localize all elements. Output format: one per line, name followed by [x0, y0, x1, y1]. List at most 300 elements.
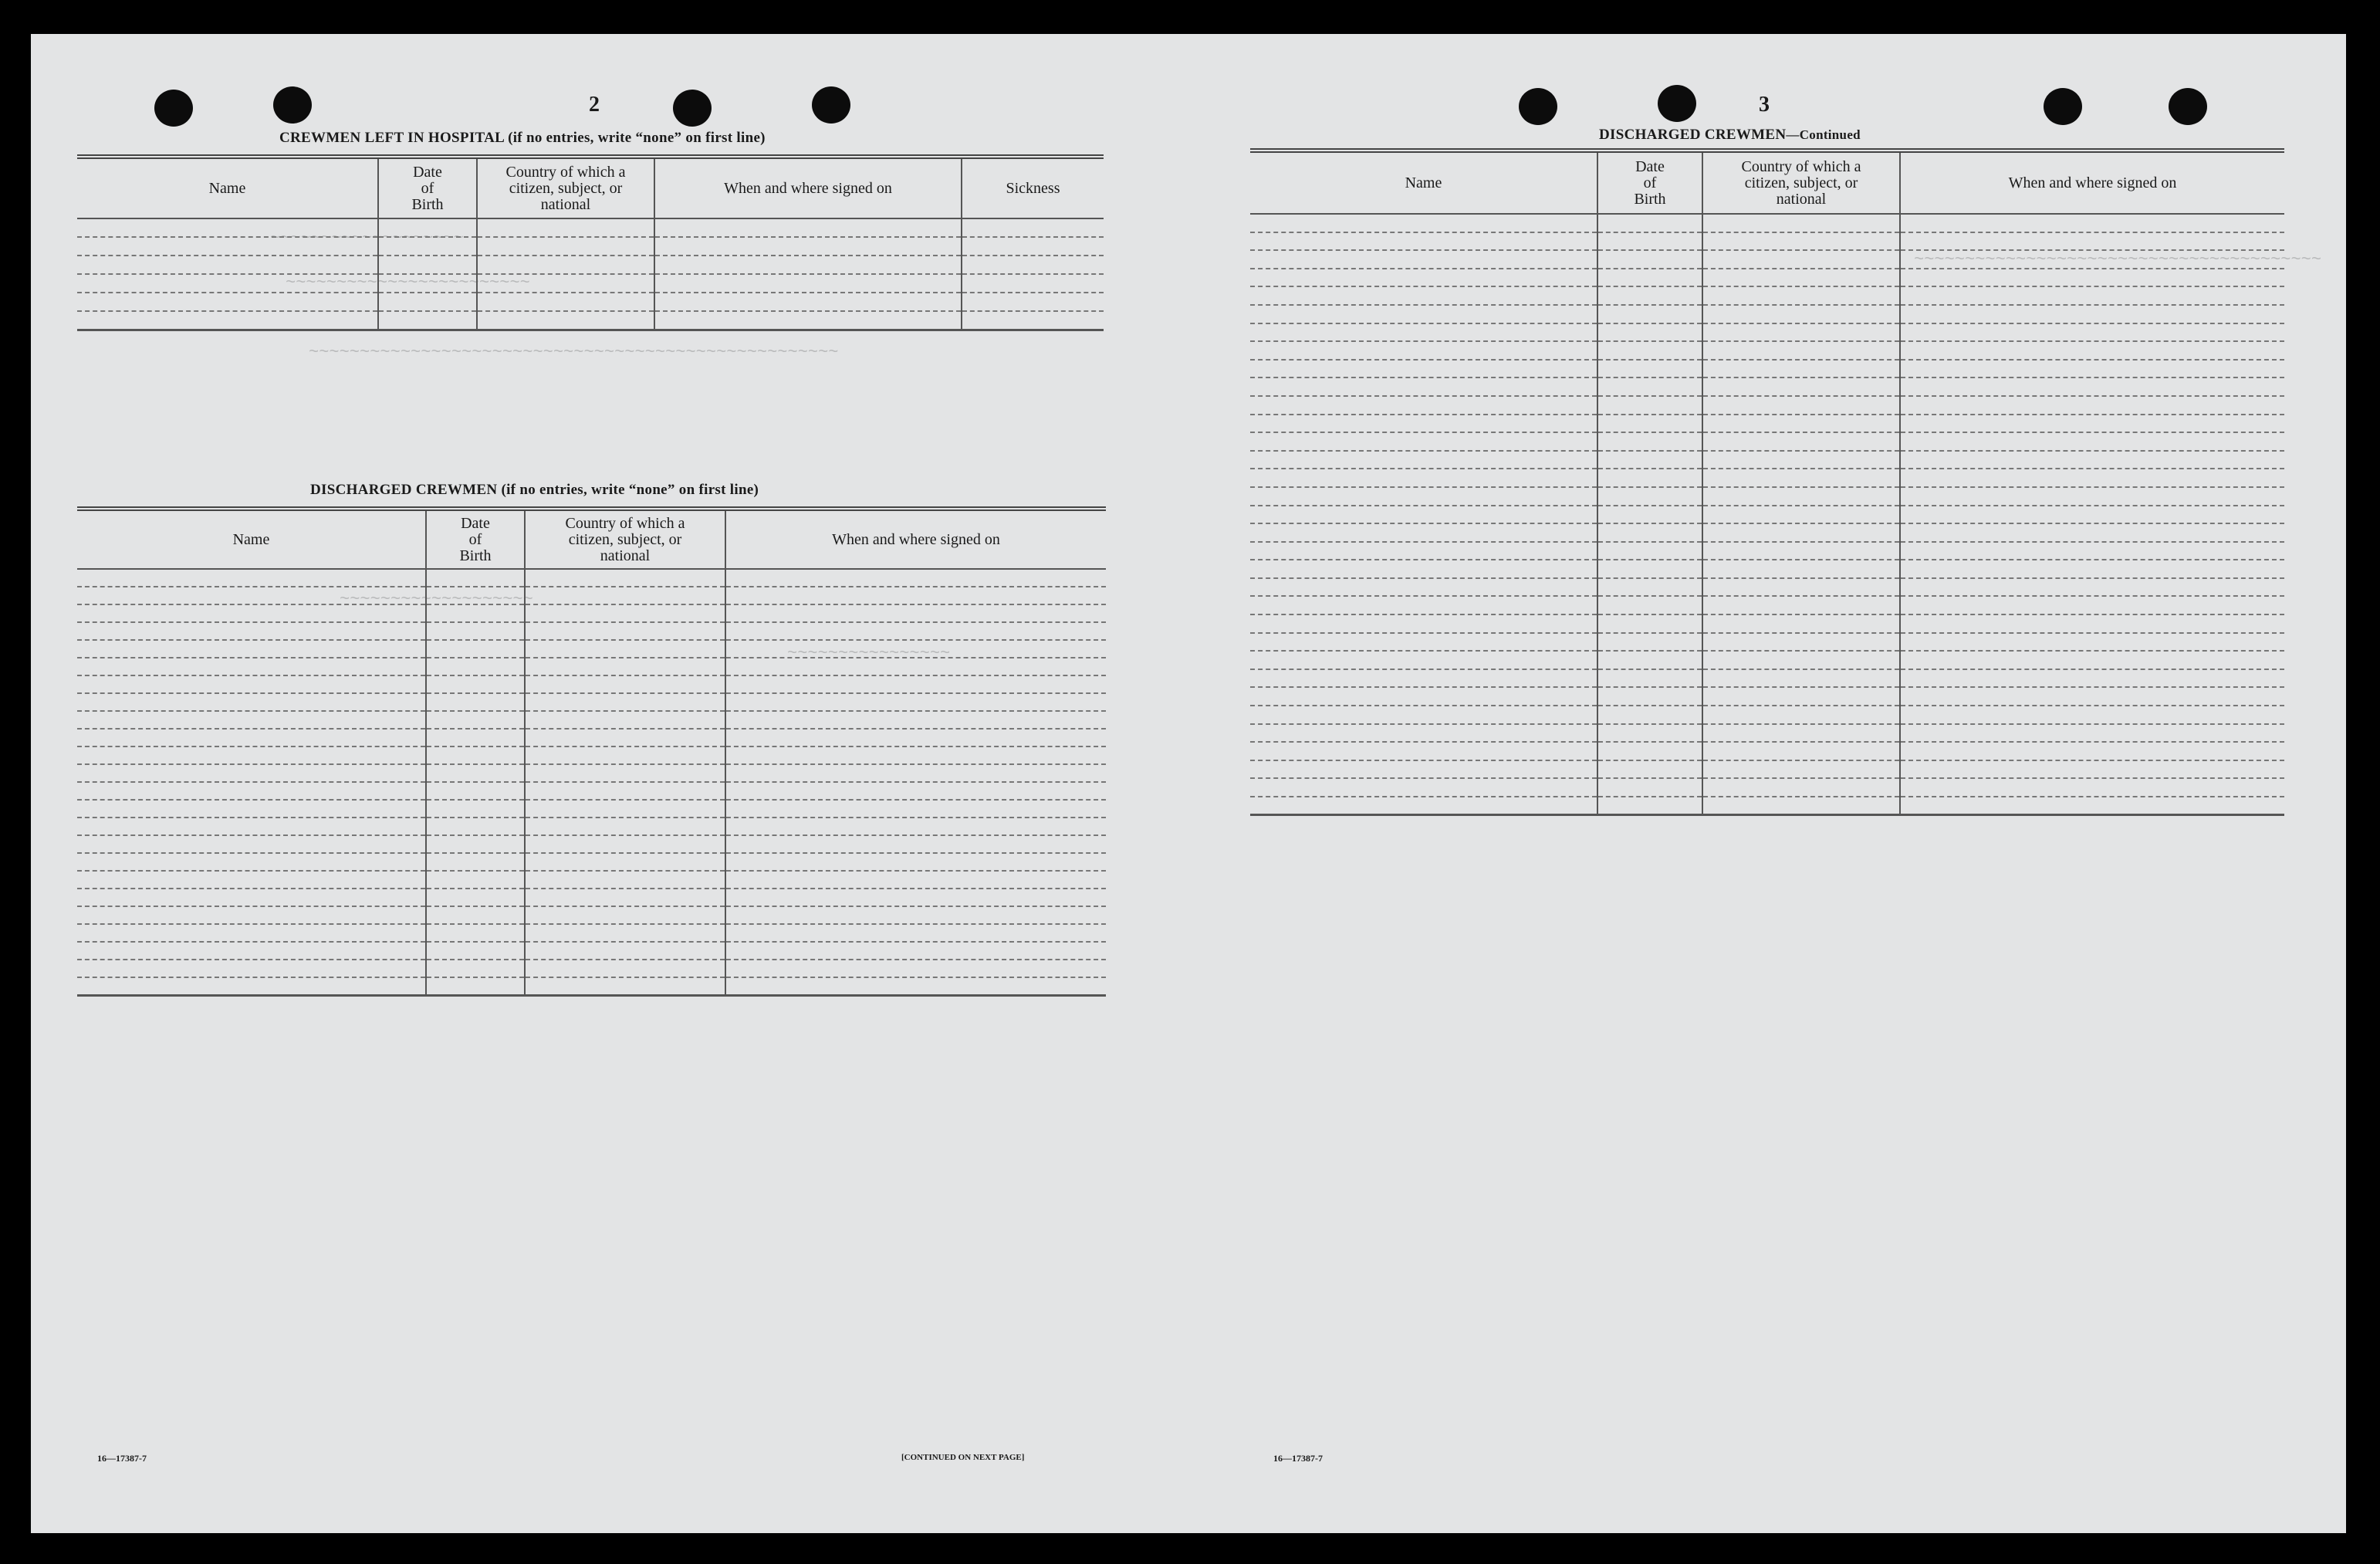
blank-form-cell — [1250, 214, 1597, 232]
blank-form-cell — [1900, 360, 2284, 378]
blank-form-row — [1250, 286, 2284, 305]
blank-form-row — [1250, 396, 2284, 415]
blank-form-cell — [378, 293, 477, 311]
blank-form-cell — [1250, 687, 1597, 706]
blank-form-cell — [77, 693, 426, 711]
blank-form-row — [1250, 523, 2284, 542]
blank-form-row — [77, 640, 1106, 658]
blank-form-cell — [1900, 760, 2284, 779]
blank-form-row — [1250, 377, 2284, 396]
blank-form-cell — [77, 746, 426, 764]
blank-form-row — [1250, 305, 2284, 323]
blank-form-cell — [1597, 487, 1702, 506]
blank-form-cell — [525, 942, 725, 960]
blank-form-cell — [1597, 523, 1702, 542]
blank-form-cell — [77, 218, 378, 237]
blank-form-cell — [525, 818, 725, 835]
blank-form-row — [77, 256, 1104, 274]
header-label: Country of which a citizen, subject, or national — [1741, 157, 1861, 208]
blank-form-row — [1250, 578, 2284, 597]
page-number: 2 — [589, 93, 600, 117]
blank-form-cell — [1702, 760, 1900, 779]
blank-form-cell — [725, 835, 1106, 853]
blank-form-cell — [654, 237, 962, 256]
blank-form-cell — [1250, 706, 1597, 724]
blank-form-cell — [1900, 596, 2284, 614]
blank-form-cell — [77, 853, 426, 871]
header-label: Country of which a citizen, subject, or national — [505, 163, 626, 213]
blank-form-cell — [1250, 305, 1597, 323]
blank-form-cell — [1702, 614, 1900, 633]
blank-form-cell — [1597, 614, 1702, 633]
hospital-section-title: CREWMEN LEFT IN HOSPITAL (if no entries, write “none” on first line) — [279, 130, 766, 146]
blank-form-cell — [725, 622, 1106, 640]
blank-form-cell — [1597, 286, 1702, 305]
blank-form-cell — [1597, 269, 1702, 287]
blank-form-cell — [1250, 523, 1597, 542]
blank-form-cell — [1702, 797, 1900, 815]
punch-hole — [812, 86, 850, 124]
blank-form-cell — [1702, 506, 1900, 524]
blank-form-cell — [1900, 578, 2284, 597]
blank-form-row — [77, 960, 1106, 977]
blank-form-cell — [1702, 341, 1900, 360]
blank-form-row — [1250, 451, 2284, 469]
blank-form-cell — [725, 764, 1106, 782]
blank-form-row — [77, 906, 1106, 924]
blank-form-cell — [1597, 250, 1702, 269]
blank-form-cell — [1250, 560, 1597, 578]
blank-form-cell — [725, 889, 1106, 906]
blank-form-cell — [525, 587, 725, 604]
punch-hole — [273, 86, 312, 124]
blank-form-cell — [77, 293, 378, 311]
blank-form-cell — [477, 256, 654, 274]
blank-form-cell — [77, 274, 378, 293]
header-label: Country of which a citizen, subject, or national — [565, 514, 685, 564]
blank-form-cell — [962, 274, 1104, 293]
punch-hole — [154, 90, 193, 127]
blank-form-cell — [525, 640, 725, 658]
blank-form-row — [77, 871, 1106, 889]
blank-form-cell — [1250, 377, 1597, 396]
blank-form-row — [1250, 687, 2284, 706]
punch-hole — [673, 90, 712, 127]
blank-form-cell — [525, 960, 725, 977]
table-header-row — [1250, 151, 2284, 214]
blank-form-cell — [1702, 523, 1900, 542]
blank-form-row — [77, 889, 1106, 906]
blank-form-cell — [1900, 614, 2284, 633]
blank-form-row — [1250, 232, 2284, 251]
blank-form-cell — [1250, 269, 1597, 287]
blank-form-cell — [525, 604, 725, 622]
punch-hole — [1658, 85, 1696, 122]
blank-form-cell — [525, 889, 725, 906]
blank-form-cell — [525, 977, 725, 995]
blank-form-row — [77, 293, 1104, 311]
blank-form-cell — [426, 782, 525, 800]
blank-form-row — [1250, 250, 2284, 269]
blank-form-cell — [1702, 286, 1900, 305]
blank-form-cell — [77, 764, 426, 782]
blank-form-cell — [1702, 214, 1900, 232]
column-header-date-of-birth — [426, 509, 525, 569]
blank-form-cell — [962, 293, 1104, 311]
blank-form-cell — [1250, 578, 1597, 597]
blank-form-cell — [426, 960, 525, 977]
blank-form-cell — [962, 218, 1104, 237]
blank-form-cell — [477, 311, 654, 330]
blank-form-row — [77, 658, 1106, 675]
blank-form-cell — [77, 622, 426, 640]
header-label: Date of Birth — [411, 163, 444, 213]
blank-form-cell — [1900, 377, 2284, 396]
blank-form-row — [1250, 341, 2284, 360]
blank-form-cell — [1597, 578, 1702, 597]
blank-form-cell — [378, 274, 477, 293]
blank-form-cell — [1900, 778, 2284, 797]
blank-form-row — [77, 675, 1106, 693]
blank-form-cell — [1900, 341, 2284, 360]
blank-form-cell — [525, 906, 725, 924]
blank-form-cell — [77, 800, 426, 818]
blank-form-cell — [1702, 706, 1900, 724]
blank-form-cell — [426, 818, 525, 835]
blank-form-cell — [1900, 633, 2284, 652]
blank-form-cell — [1250, 778, 1597, 797]
blank-form-row — [77, 818, 1106, 835]
blank-form-cell — [1597, 687, 1702, 706]
blank-form-row — [1250, 706, 2284, 724]
blank-form-cell — [525, 693, 725, 711]
blank-form-cell — [77, 818, 426, 835]
blank-form-cell — [1900, 542, 2284, 560]
blank-form-cell — [1702, 396, 1900, 415]
blank-form-cell — [1900, 469, 2284, 487]
title-main: DISCHARGED CREWMEN — [1599, 127, 1787, 143]
blank-form-cell — [1597, 432, 1702, 451]
blank-form-cell — [1597, 305, 1702, 323]
blank-form-cell — [725, 782, 1106, 800]
blank-form-cell — [378, 256, 477, 274]
hospital-table — [77, 154, 1104, 331]
blank-form-cell — [1597, 706, 1702, 724]
blank-form-cell — [725, 711, 1106, 729]
blank-form-cell — [1900, 706, 2284, 724]
blank-form-cell — [725, 693, 1106, 711]
column-header-name: Name — [77, 509, 426, 569]
blank-form-cell — [525, 871, 725, 889]
blank-form-cell — [1250, 396, 1597, 415]
blank-form-cell — [1250, 742, 1597, 760]
blank-form-cell — [77, 977, 426, 995]
blank-form-row — [1250, 560, 2284, 578]
blank-form-cell — [1900, 305, 2284, 323]
blank-form-row — [1250, 214, 2284, 232]
blank-form-cell — [426, 853, 525, 871]
bleed-through-mark: ~~~~~~~~~~~~~~~~ — [787, 644, 951, 663]
blank-form-cell — [725, 604, 1106, 622]
blank-form-cell — [1250, 487, 1597, 506]
blank-form-cell — [1900, 724, 2284, 743]
table-header-row — [77, 509, 1106, 569]
blank-form-cell — [1900, 250, 2284, 269]
blank-form-cell — [1702, 578, 1900, 597]
blank-form-cell — [1900, 506, 2284, 524]
blank-form-row — [1250, 469, 2284, 487]
blank-form-cell — [1250, 341, 1597, 360]
blank-form-cell — [77, 675, 426, 693]
column-header-country — [525, 509, 725, 569]
blank-form-cell — [426, 711, 525, 729]
blank-form-cell — [77, 237, 378, 256]
column-header-signed-on: When and where signed on — [654, 157, 962, 218]
title-suffix: —Continued — [1786, 127, 1861, 142]
blank-form-cell — [1597, 724, 1702, 743]
blank-form-cell — [525, 782, 725, 800]
blank-form-cell — [725, 587, 1106, 604]
blank-form-row — [1250, 506, 2284, 524]
blank-form-cell — [1597, 341, 1702, 360]
blank-form-cell — [725, 924, 1106, 942]
blank-form-cell — [1250, 596, 1597, 614]
blank-form-row — [1250, 724, 2284, 743]
blank-form-cell — [1702, 250, 1900, 269]
blank-form-cell — [426, 800, 525, 818]
discharged-continued-table — [1250, 148, 2284, 816]
blank-form-row — [77, 218, 1104, 237]
blank-form-cell — [77, 835, 426, 853]
blank-form-cell — [477, 274, 654, 293]
blank-form-cell — [1250, 286, 1597, 305]
blank-form-cell — [1250, 469, 1597, 487]
blank-form-cell — [725, 675, 1106, 693]
blank-form-cell — [77, 924, 426, 942]
blank-form-cell — [1900, 396, 2284, 415]
document-sheet — [31, 34, 2346, 1533]
blank-form-cell — [1702, 469, 1900, 487]
blank-form-row — [77, 604, 1106, 622]
blank-form-row — [77, 764, 1106, 782]
punch-hole — [2169, 88, 2207, 125]
blank-form-cell — [426, 906, 525, 924]
blank-form-row — [77, 746, 1106, 764]
blank-form-cell — [525, 800, 725, 818]
blank-form-cell — [1702, 742, 1900, 760]
blank-form-cell — [426, 924, 525, 942]
column-header-sickness: Sickness — [962, 157, 1104, 218]
blank-form-cell — [1900, 523, 2284, 542]
blank-form-cell — [1597, 232, 1702, 251]
blank-form-row — [1250, 760, 2284, 779]
blank-form-cell — [1597, 760, 1702, 779]
blank-form-cell — [654, 256, 962, 274]
blank-form-cell — [1900, 323, 2284, 342]
bleed-through-mark: ~~~~~~~~~~~~~~~~~~~~~~~~~~~~~~~~~~~~~~~~~~~~~~~~~~~~ — [309, 343, 839, 362]
blank-form-row — [1250, 323, 2284, 342]
blank-form-row — [1250, 614, 2284, 633]
blank-form-row — [1250, 596, 2284, 614]
blank-form-cell — [1250, 250, 1597, 269]
blank-form-cell — [525, 658, 725, 675]
blank-form-cell — [1702, 560, 1900, 578]
blank-form-row — [77, 569, 1106, 587]
blank-form-cell — [477, 293, 654, 311]
blank-form-cell — [426, 640, 525, 658]
blank-form-cell — [725, 818, 1106, 835]
blank-form-cell — [525, 729, 725, 746]
blank-form-cell — [1597, 742, 1702, 760]
table-header-row — [77, 157, 1104, 218]
blank-form-cell — [426, 675, 525, 693]
column-header-signed-on: When and where signed on — [725, 509, 1106, 569]
blank-form-cell — [1900, 742, 2284, 760]
blank-form-cell — [725, 853, 1106, 871]
blank-form-cell — [1597, 396, 1702, 415]
blank-form-row — [77, 729, 1106, 746]
blank-form-cell — [725, 906, 1106, 924]
blank-form-cell — [1900, 651, 2284, 669]
column-header-country — [477, 157, 654, 218]
blank-form-cell — [77, 729, 426, 746]
column-header-name: Name — [1250, 151, 1597, 214]
blank-form-cell — [426, 942, 525, 960]
discharged-section-title: DISCHARGED CREWMEN (if no entries, write “none” on first line) — [310, 482, 759, 498]
blank-form-cell — [1597, 651, 1702, 669]
blank-form-cell — [1900, 269, 2284, 287]
blank-form-cell — [1250, 542, 1597, 560]
header-label: Date of Birth — [459, 514, 492, 564]
blank-form-cell — [477, 218, 654, 237]
blank-form-cell — [426, 587, 525, 604]
blank-form-row — [77, 311, 1104, 330]
blank-form-cell — [77, 311, 378, 330]
blank-form-cell — [725, 942, 1106, 960]
blank-form-cell — [1250, 651, 1597, 669]
blank-form-row — [1250, 742, 2284, 760]
blank-form-cell — [477, 237, 654, 256]
blank-form-cell — [1702, 542, 1900, 560]
blank-form-cell — [77, 604, 426, 622]
blank-form-row — [1250, 633, 2284, 652]
blank-form-cell — [77, 906, 426, 924]
blank-form-cell — [426, 729, 525, 746]
blank-form-cell — [378, 218, 477, 237]
blank-form-cell — [426, 764, 525, 782]
blank-form-cell — [1900, 232, 2284, 251]
blank-form-cell — [426, 622, 525, 640]
blank-form-cell — [77, 889, 426, 906]
blank-form-cell — [1250, 451, 1597, 469]
blank-form-cell — [725, 640, 1106, 658]
blank-form-cell — [725, 658, 1106, 675]
blank-form-cell — [1250, 614, 1597, 633]
blank-form-cell — [1250, 415, 1597, 433]
blank-form-row — [77, 237, 1104, 256]
blank-form-row — [77, 693, 1106, 711]
blank-form-row — [1250, 797, 2284, 815]
blank-form-row — [77, 587, 1106, 604]
blank-form-cell — [725, 569, 1106, 587]
blank-form-cell — [1250, 323, 1597, 342]
punch-hole — [2044, 88, 2082, 125]
blank-form-cell — [725, 800, 1106, 818]
blank-form-cell — [426, 889, 525, 906]
blank-form-cell — [426, 658, 525, 675]
blank-form-cell — [1900, 432, 2284, 451]
blank-form-row — [1250, 778, 2284, 797]
blank-form-cell — [725, 977, 1106, 995]
blank-form-row — [77, 924, 1106, 942]
column-header-date-of-birth — [1597, 151, 1702, 214]
blank-form-cell — [426, 977, 525, 995]
blank-form-cell — [725, 871, 1106, 889]
blank-form-cell — [1250, 360, 1597, 378]
blank-form-row — [77, 942, 1106, 960]
blank-form-cell — [654, 274, 962, 293]
blank-form-cell — [1597, 377, 1702, 396]
blank-form-cell — [1250, 669, 1597, 688]
blank-form-row — [1250, 542, 2284, 560]
blank-form-row — [77, 711, 1106, 729]
blank-form-cell — [77, 960, 426, 977]
blank-form-cell — [525, 835, 725, 853]
blank-form-cell — [1597, 360, 1702, 378]
blank-form-cell — [525, 675, 725, 693]
blank-form-cell — [1702, 487, 1900, 506]
blank-form-cell — [1250, 760, 1597, 779]
blank-form-cell — [1702, 232, 1900, 251]
form-number: 16—17387-7 — [97, 1453, 147, 1464]
column-header-signed-on: When and where signed on — [1900, 151, 2284, 214]
discharged-table — [77, 506, 1106, 997]
blank-form-cell — [378, 237, 477, 256]
blank-form-row — [1250, 432, 2284, 451]
blank-form-cell — [525, 924, 725, 942]
blank-form-cell — [525, 622, 725, 640]
blank-form-cell — [1597, 469, 1702, 487]
blank-form-cell — [654, 218, 962, 237]
blank-form-cell — [1597, 415, 1702, 433]
blank-form-cell — [1702, 323, 1900, 342]
blank-form-cell — [654, 293, 962, 311]
blank-form-cell — [1702, 687, 1900, 706]
blank-form-row — [77, 782, 1106, 800]
blank-form-cell — [77, 658, 426, 675]
blank-form-cell — [77, 256, 378, 274]
blank-form-cell — [525, 746, 725, 764]
blank-form-cell — [1900, 669, 2284, 688]
blank-form-cell — [725, 746, 1106, 764]
blank-form-cell — [962, 311, 1104, 330]
blank-form-cell — [1702, 651, 1900, 669]
blank-form-cell — [1250, 633, 1597, 652]
blank-form-cell — [77, 640, 426, 658]
blank-form-cell — [426, 871, 525, 889]
blank-form-cell — [654, 311, 962, 330]
blank-form-cell — [77, 711, 426, 729]
blank-form-cell — [1900, 286, 2284, 305]
blank-form-cell — [1702, 415, 1900, 433]
blank-form-cell — [426, 746, 525, 764]
blank-form-cell — [1597, 323, 1702, 342]
blank-form-row — [77, 835, 1106, 853]
blank-form-cell — [725, 729, 1106, 746]
blank-form-cell — [1597, 451, 1702, 469]
blank-form-cell — [1900, 214, 2284, 232]
blank-form-row — [1250, 360, 2284, 378]
